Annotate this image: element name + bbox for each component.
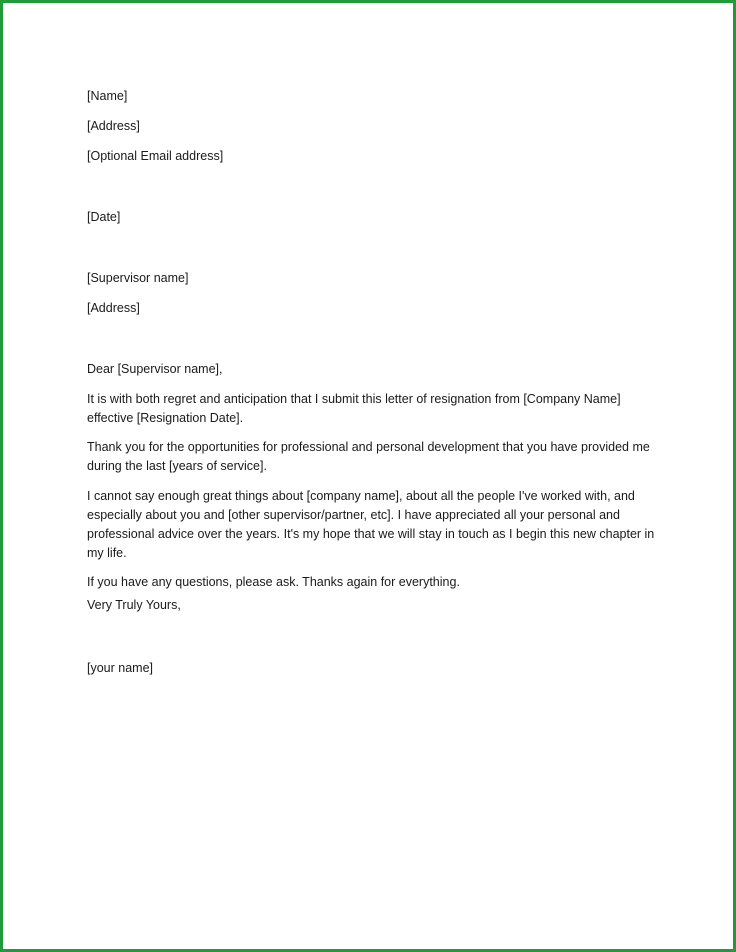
recipient-name: [Supervisor name] — [87, 271, 189, 285]
letter-date: [Date] — [87, 210, 121, 224]
sender-address: [Address] — [87, 119, 140, 133]
body-paragraph-3 — [87, 487, 655, 563]
body-line: It is with both regret and anticipation that I submit this letter of resignation from [Company Name] — [87, 392, 621, 406]
letter-content — [87, 87, 655, 678]
salutation: Dear [Supervisor name], — [87, 362, 223, 376]
body-paragraph-1 — [87, 390, 647, 428]
body-line: professional advice over the years. It's my hope that we will stay in touch as I begin this new chapter in — [87, 527, 655, 541]
body-line: my life. — [87, 546, 127, 560]
sender-name: [Name] — [87, 89, 128, 103]
body-line: If you have any questions, please ask. Thanks again for everything. — [87, 575, 460, 589]
body-line: effective [Resignation Date]. — [87, 411, 244, 425]
closing: Very Truly Yours, — [87, 598, 181, 612]
body-paragraph-2 — [87, 438, 650, 476]
body-line: I cannot say enough great things about [company name], about all the people I've worked with, and — [87, 489, 635, 503]
body-line: especially about you and [other supervisor/partner, etc]. I have appreciated all your personal and — [87, 508, 620, 522]
sender-email: [Optional Email address] — [87, 149, 224, 163]
body-paragraph-4 — [87, 573, 647, 592]
body-line: Thank you for the opportunities for professional and personal development that you have provided me — [87, 440, 650, 454]
signature: [your name] — [87, 661, 154, 675]
body-line: during the last [years of service]. — [87, 459, 267, 473]
recipient-address: [Address] — [87, 301, 140, 315]
